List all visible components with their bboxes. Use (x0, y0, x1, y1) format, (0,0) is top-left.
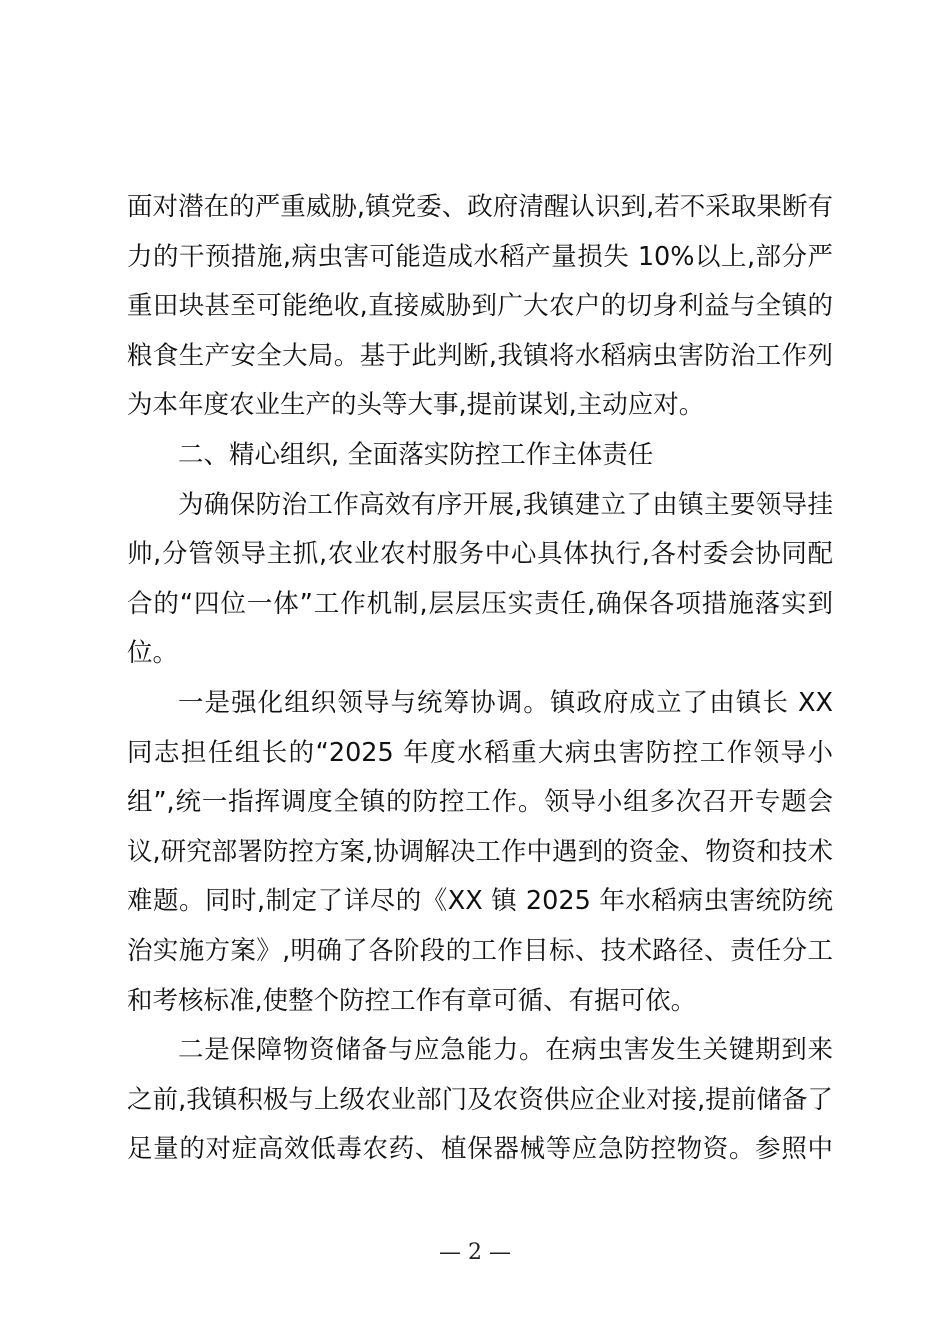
text-line: 力的干预措施,病虫害可能造成水稻产量损失 10%以上,部分严 (127, 241, 833, 272)
text-line: 为本年度农业生产的头等大事,提前谋划,主动应对。 (127, 390, 705, 421)
text-line: 合的“四位一体”工作机制,层层压实责任,确保各项措施落实到 (127, 588, 833, 619)
text-line: 粮食生产安全大局。基于此判断,我镇将水稻病虫害防治工作列 (127, 340, 833, 371)
section-heading: 二、精心组织, 全面落实防控工作主体责任 (178, 439, 654, 470)
text-line: 一是强化组织领导与统筹协调。镇政府成立了由镇长 XX (178, 687, 833, 718)
text-line: 帅,分管领导主抓,农业农村服务中心具体执行,各村委会协同配 (127, 539, 833, 570)
text-line: 议,研究部署防控方案,协调解决工作中遇到的资金、物资和技术 (127, 836, 833, 867)
text-line: 足量的对症高效低毒农药、植保器械等应急防控物资。参照中 (127, 1134, 833, 1165)
text-line: 二是保障物资储备与应急能力。在病虫害发生关键期到来 (178, 1035, 833, 1066)
text-line: 之前,我镇积极与上级农业部门及农资供应企业对接,提前储备了 (127, 1084, 833, 1115)
page-number: — 2 — (439, 1240, 511, 1265)
text-line: 治实施方案》,明确了各阶段的工作目标、技术路径、责任分工 (127, 935, 833, 966)
text-line: 和考核标准,使整个防控工作有章可循、有据可依。 (127, 985, 697, 1016)
text-line: 同志担任组长的“2025 年度水稻重大病虫害防控工作领导小 (127, 737, 833, 768)
body-text (127, 183, 833, 1175)
text-line: 为确保防治工作高效有序开展,我镇建立了由镇主要领导挂 (178, 489, 833, 520)
text-line: 重田块甚至可能绝收,直接威胁到广大农户的切身利益与全镇的 (127, 291, 833, 322)
text-line: 组”,统一指挥调度全镇的防控工作。领导小组多次召开专题会 (127, 787, 833, 818)
text-line: 难题。同时,制定了详尽的《XX 镇 2025 年水稻病虫害统防统 (127, 886, 833, 917)
text-line: 位。 (127, 638, 179, 669)
text-line: 面对潜在的严重威胁,镇党委、政府清醒认识到,若不采取果断有 (127, 192, 833, 222)
